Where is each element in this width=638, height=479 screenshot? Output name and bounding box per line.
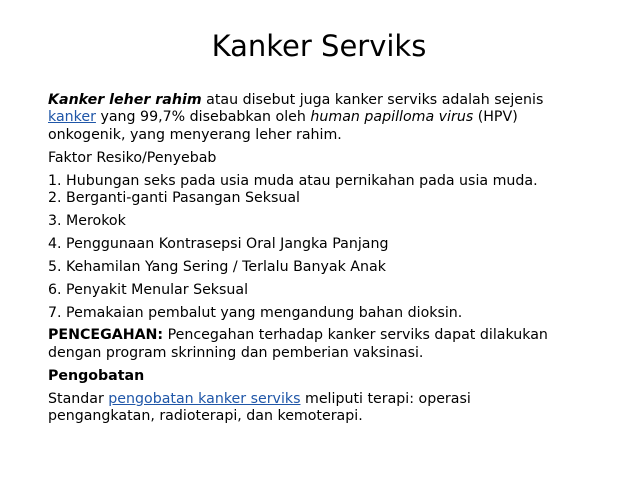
intro-text-1: atau disebut juga kanker serviks adalah sejenis [201, 92, 544, 108]
prevention-text-1: Pencegahan terhadap kanker serviks dapat dilakukan [163, 327, 548, 344]
treatment-text-1: Standar [48, 390, 109, 407]
treatment-line-2: pengangkatan, radioterapi, dan kemoterapi. [48, 408, 363, 425]
factors-heading: Faktor Resiko/Penyebab [48, 149, 217, 166]
factor-item-5: 5. Kehamilan Yang Sering / Terlalu Banyak Anak [48, 258, 386, 275]
intro-line-2 [48, 109, 618, 126]
intro-term: Kanker leher rahim [48, 92, 202, 108]
intro-text-3: (HPV) [473, 109, 518, 126]
prevention-line-2: dengan program skrinning dan pemberian vaksinasi. [48, 344, 424, 361]
treatment-paragraph [48, 391, 618, 426]
prevention-line-1 [48, 327, 618, 344]
factor-item-2: 2. Berganti-ganti Pasangan Seksual [48, 190, 300, 207]
factor-item-4: 4. Penggunaan Kontrasepsi Oral Jangka Panjang [48, 235, 389, 252]
treatment-link[interactable]: pengobatan kanker serviks [108, 390, 301, 407]
kanker-link[interactable]: kanker [48, 109, 96, 126]
prevention-paragraph [48, 327, 618, 362]
intro-paragraph [48, 92, 618, 144]
intro-line-3: onkogenik, yang menyerang leher rahim. [48, 126, 342, 143]
treatment-heading: Pengobatan [48, 367, 145, 384]
intro-line-1 [48, 92, 618, 109]
factor-item-1: 1. Hubungan seks pada usia muda atau pernikahan pada usia muda. [48, 172, 538, 189]
factor-item-3: 3. Merokok [48, 212, 126, 229]
slide-title: Kanker Serviks [211, 29, 427, 63]
treatment-text-2: meliputi terapi: operasi [300, 390, 471, 407]
treatment-line-1 [48, 391, 618, 408]
slide-content [48, 92, 618, 426]
intro-virus: human papilloma virus [310, 109, 474, 126]
intro-text-2: yang 99,7% disebabkan oleh [95, 109, 311, 126]
prevention-label: PENCEGAHAN: [48, 327, 164, 344]
factor-item-6: 6. Penyakit Menular Seksual [48, 281, 249, 298]
factor-item-7: 7. Pemakaian pembalut yang mengandung bahan dioksin. [48, 304, 463, 321]
